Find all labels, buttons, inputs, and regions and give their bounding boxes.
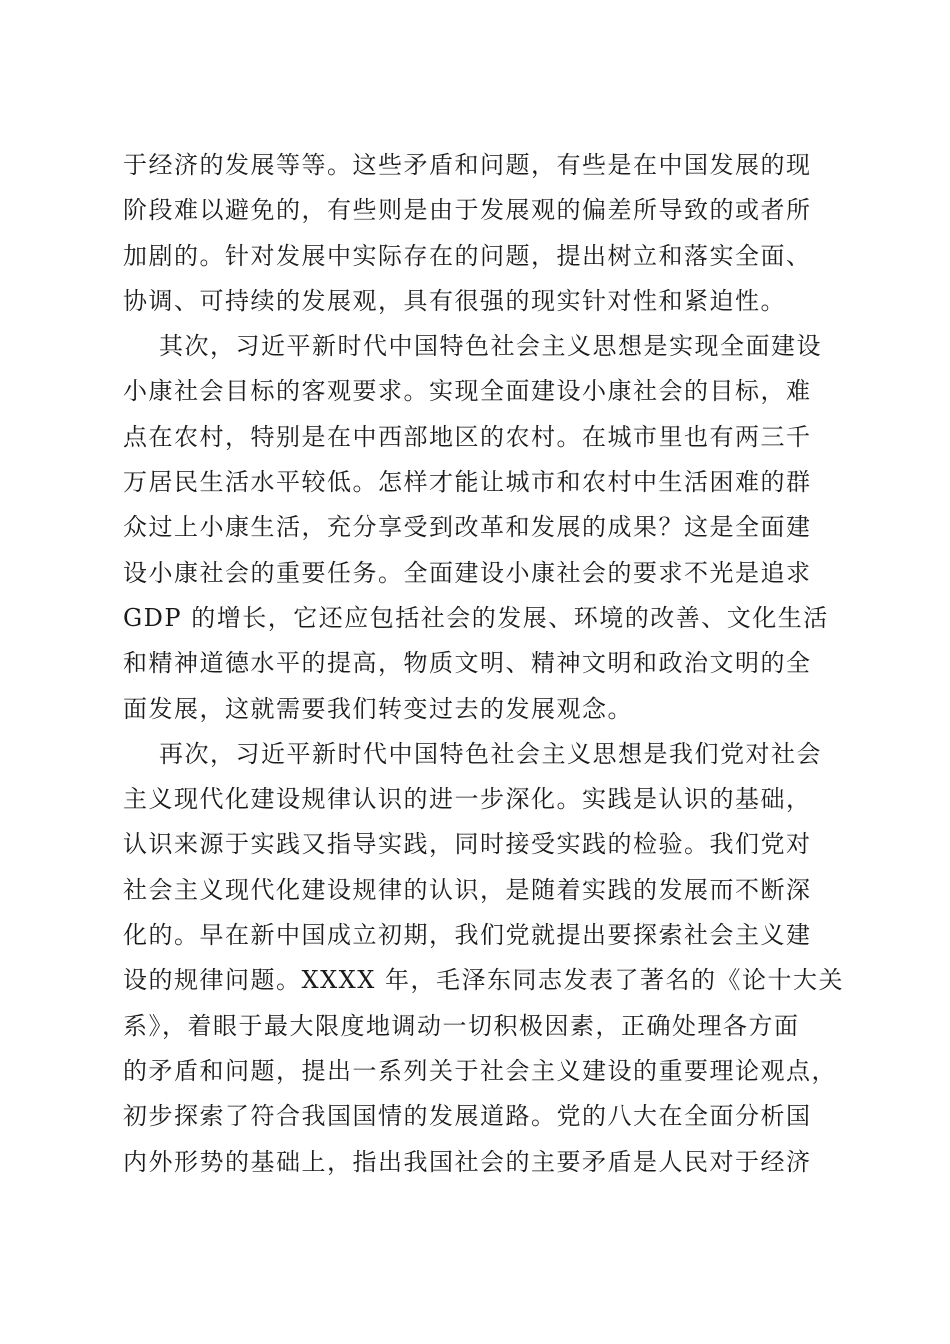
- text-line: 协调、可持续的发展观，具有很强的现实针对性和紧迫性。: [123, 286, 786, 315]
- text-line: 万居民生活水平较低。怎样才能让城市和农村中生活困难的群: [123, 468, 812, 497]
- text-line: 系》，着眼于最大限度地调动一切积极因素，正确处理各方面: [123, 1011, 800, 1040]
- text-line: 认识来源于实践又指导实践，同时接受实践的检验。我们党对: [123, 830, 812, 859]
- text-line: 阶段难以避免的，有些则是由于发展观的偏差所导致的或者所: [123, 196, 812, 225]
- text-line: 的矛盾和问题，提出一系列关于社会主义建设的重要理论观点，: [123, 1056, 837, 1085]
- text-line: 众过上小康生活，充分享受到改革和发展的成果？这是全面建: [123, 513, 812, 542]
- text-line: 加剧的。针对发展中实际存在的问题，提出树立和落实全面、: [123, 241, 812, 270]
- text-line: 主义现代化建设规律认识的进一步深化。实践是认识的基础，: [123, 785, 812, 814]
- text-line: 小康社会目标的客观要求。实现全面建设小康社会的目标，难: [123, 377, 812, 406]
- text-line: 化的。早在新中国成立初期，我们党就提出要探索社会主义建: [123, 921, 812, 950]
- paragraph-3: [123, 732, 843, 1185]
- paragraph-2: [123, 324, 843, 732]
- text-line: GDP 的增长，它还应包括社会的发展、环境的改善、文化生活: [123, 603, 829, 632]
- text-line: 其次，习近平新时代中国特色社会主义思想是实现全面建设: [159, 332, 822, 361]
- text-line: 和精神道德水平的提高，物质文明、精神文明和政治文明的全: [123, 649, 812, 678]
- text-line: 面发展，这就需要我们转变过去的发展观念。: [123, 694, 633, 723]
- paragraph-1: [123, 143, 843, 324]
- document-body: [123, 143, 843, 1185]
- text-line: 设小康社会的重要任务。全面建设小康社会的要求不光是追求: [123, 558, 812, 587]
- text-line: 社会主义现代化建设规律的认识，是随着实践的发展而不断深: [123, 875, 812, 904]
- text-line: 再次，习近平新时代中国特色社会主义思想是我们党对社会: [159, 739, 822, 768]
- text-line: 设的规律问题。XXXX 年，毛泽东同志发表了著名的《论十大关: [123, 966, 844, 995]
- text-line: 于经济的发展等等。这些矛盾和问题，有些是在中国发展的现: [123, 151, 812, 179]
- text-line: 内外形势的基础上，指出我国社会的主要矛盾是人民对于经济: [123, 1147, 812, 1176]
- text-line: 点在农村，特别是在中西部地区的农村。在城市里也有两三千: [123, 422, 812, 451]
- text-line: 初步探索了符合我国国情的发展道路。党的八大在全面分析国: [123, 1102, 812, 1131]
